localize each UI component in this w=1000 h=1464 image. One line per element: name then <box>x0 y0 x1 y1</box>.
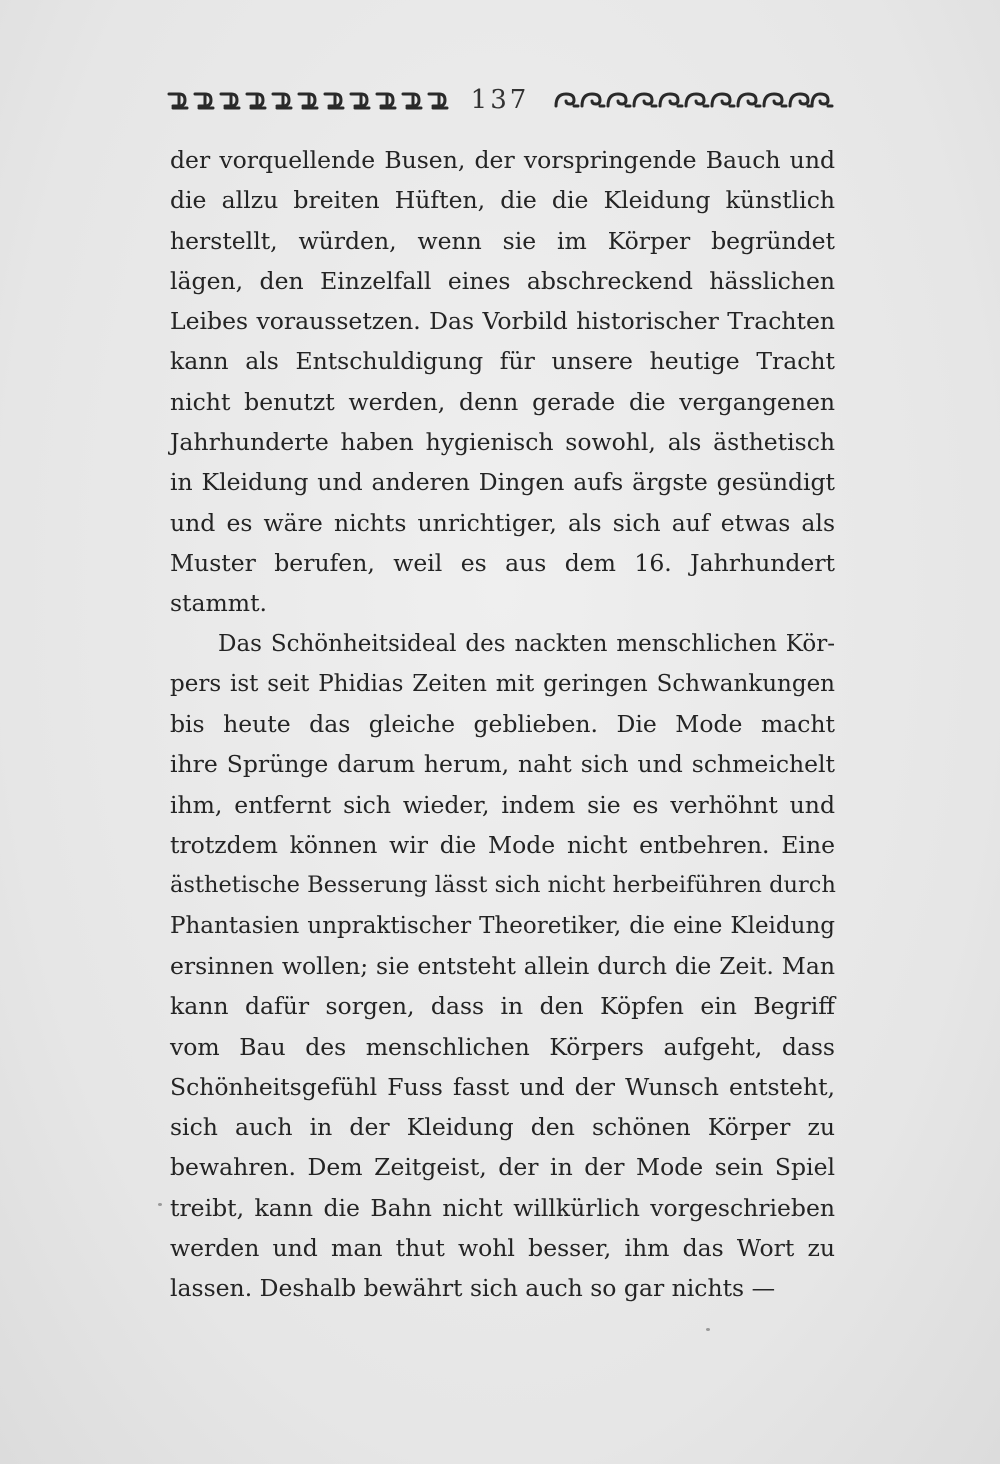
text-line: ersinnen wollen; sie entsteht allein durch die Zeit. Man <box>170 951 835 980</box>
paper-speck <box>158 1203 162 1206</box>
text-line: Leibes voraussetzen. Das Vorbild historischer Trachten <box>170 307 835 336</box>
text-line: die allzu breiten Hüften, die die Kleidung künstlich <box>170 186 835 215</box>
text-line: bewahren. Dem Zeitgeist, der in der Mode sein Spiel <box>170 1153 835 1182</box>
page-header <box>165 80 835 120</box>
paper-speck <box>706 1328 710 1331</box>
text-line: ihm, entfernt sich wieder, indem sie es verhöhnt und <box>170 790 835 819</box>
text-line: lägen, den Einzelfall eines abschreckend hässlichen <box>170 266 835 295</box>
text-line: in Kleidung und anderen Dingen aufs ärgste gesündigt <box>170 468 835 497</box>
text-line: treibt, kann die Bahn nicht willkürlich vorgeschrieben <box>170 1193 835 1222</box>
meander-ornament-icon <box>165 86 450 114</box>
paragraph <box>170 624 835 1309</box>
text-line: sich auch in der Kleidung den schönen Körper zu <box>170 1113 835 1142</box>
text-line: der vorquellende Busen, der vorspringende Bauch und <box>170 146 835 174</box>
text-line: herstellt, würden, wenn sie im Körper begründet <box>170 226 835 255</box>
text-line: vom Bau des menschlichen Körpers aufgeht, dass <box>170 1032 835 1061</box>
text-line: Schönheitsgefühl Fuss fasst und der Wunsch entsteht, <box>170 1072 835 1101</box>
text-line: bis heute das gleiche geblieben. Die Mode macht <box>170 710 835 739</box>
text-line: Das Schönheitsideal des nackten menschlichen Kör- <box>218 630 835 657</box>
body-text <box>170 140 835 1309</box>
text-line: werden und man thut wohl besser, ihm das Wort zu <box>170 1234 835 1263</box>
text-line: Muster berufen, weil es aus dem 16. Jahrhundert <box>170 548 835 577</box>
meander-ornament-icon <box>550 86 835 114</box>
text-line: kann dafür sorgen, dass in den Köpfen ein Begriff <box>170 992 835 1021</box>
text-line: trotzdem können wir die Mode nicht entbehren. Eine <box>170 831 835 860</box>
text-line: und es wäre nichts unrichtiger, als sich auf etwas als <box>170 508 835 537</box>
text-line: Jahrhunderte haben hygienisch sowohl, als ästhetisch <box>170 428 835 457</box>
page-number: 137 <box>470 85 530 115</box>
text-line: ihre Sprünge darum herum, naht sich und schmeichelt <box>170 750 835 779</box>
text-line: lassen. Deshalb bewährt sich auch so gar nichts — <box>170 1274 776 1303</box>
text-line: kann als Entschuldigung für unsere heutige Tracht <box>170 347 835 376</box>
text-line: ästhetische Besserung lässt sich nicht herbeiführen durch <box>170 872 836 899</box>
text-line: nicht benutzt werden, denn gerade die vergangenen <box>170 387 835 416</box>
paragraph <box>170 140 835 624</box>
text-line: stammt. <box>170 589 267 618</box>
text-line: pers ist seit Phidias Zeiten mit geringen Schwankungen <box>170 670 835 697</box>
text-line: Phantasien unpraktischer Theoretiker, die eine Kleidung <box>170 912 835 939</box>
